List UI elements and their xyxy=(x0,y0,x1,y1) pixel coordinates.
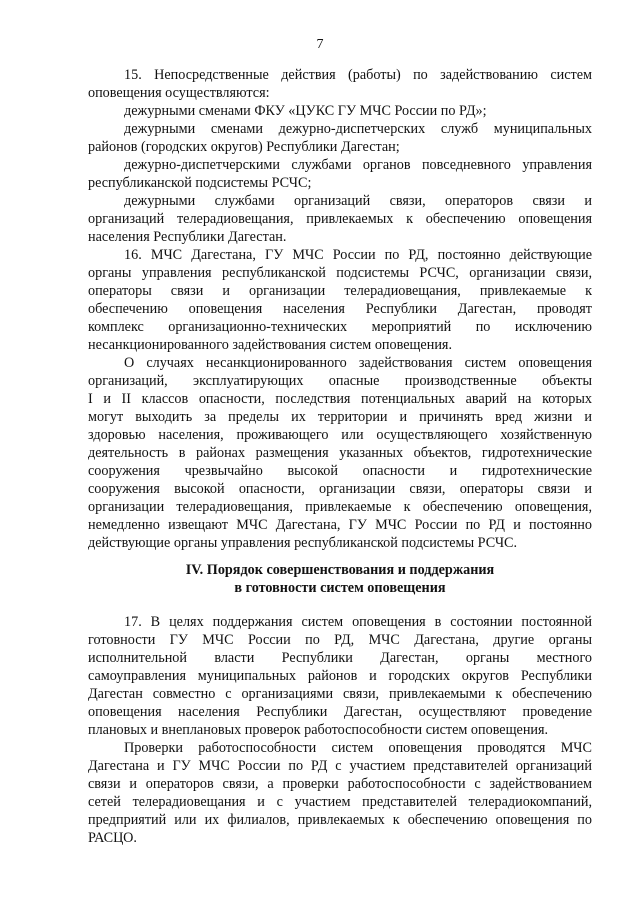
text-line: сооружения чрезвычайно высокой опасности и гидротехнические xyxy=(88,463,592,479)
text-line: районов (городских округов) Республики Дагестан; xyxy=(88,139,400,155)
text-line: организации телерадиовещания, привлекаемые к обеспечению оповещения, xyxy=(88,499,592,515)
text-line: операторы связи и организации телерадиовещания, привлекаемые к xyxy=(88,283,592,299)
text-line: 17. В целях поддержания систем оповещения в состоянии постоянной xyxy=(124,614,592,630)
text-line: дежурными службами организаций связи, операторов связи и xyxy=(124,193,592,209)
text-line: дежурно-диспетчерскими службами органов повседневного управления xyxy=(124,157,592,173)
text-line: I и II классов опасности, последствия потенциальных аварий на которых xyxy=(88,391,592,407)
text-line: РАСЦО. xyxy=(88,830,137,846)
text-line: организаций телерадиовещания, привлекаемых к обеспечению оповещения xyxy=(88,211,592,227)
text-line: оповещения осуществляются: xyxy=(88,85,270,101)
text-line: 16. МЧС Дагестана, ГУ МЧС России по РД, постоянно действующие xyxy=(124,247,592,263)
text-line: сооружения высокой опасности, организации связи, операторы связи и xyxy=(88,481,592,497)
text-line: Дагестан совместно с организациями связи, привлекаемыми к обеспечению xyxy=(88,686,592,702)
text-line: Дагестана и ГУ МЧС России по РД с участием представителей организаций xyxy=(88,758,592,774)
text-line: исполнительной власти Республики Дагестан, органы местного xyxy=(88,650,592,666)
text-line: обеспечению оповещения населения Республики Дагестан, проводят xyxy=(88,301,592,317)
text-line: предприятий или их филиалов, привлекаемых к обеспечению оповещения по xyxy=(88,812,592,828)
text-line: немедленно извещают МЧС Дагестана, ГУ МЧС России по РД и постоянно xyxy=(88,517,592,533)
text-line: органы управления республиканской подсистемы РСЧС, организации связи, xyxy=(88,265,592,281)
text-line: 15. Непосредственные действия (работы) по задействованию систем xyxy=(124,67,592,83)
text-line: дежурными сменами дежурно-диспетчерских служб муниципальных xyxy=(124,121,592,137)
text-line: оповещения населения Республики Дагестан, осуществляют проведение xyxy=(88,704,592,720)
section-heading: IV. Порядок совершенствования и поддержания xyxy=(185,562,495,578)
text-line: комплекс организационно-технических мероприятий по исключению xyxy=(88,319,592,335)
text-line: могут выходить за пределы их территории и причинять вред жизни и xyxy=(88,409,592,425)
text-line: республиканской подсистемы РСЧС; xyxy=(88,175,312,191)
text-line: О случаях несанкционированного задействования систем оповещения xyxy=(124,355,592,371)
text-line: плановых и внеплановых проверок работоспособности систем оповещения. xyxy=(88,722,549,738)
text-line: дежурными сменами ФКУ «ЦУКС ГУ МЧС России по РД»; xyxy=(124,103,487,119)
section-heading: в готовности систем оповещения xyxy=(234,580,446,596)
text-line: действующие органы управления республиканской подсистемы РСЧС. xyxy=(88,535,518,551)
text-line: населения Республики Дагестан. xyxy=(88,229,287,245)
text-line: здоровью населения, проживающего или осуществляющего хозяйственную xyxy=(88,427,592,443)
page-number: 7 xyxy=(316,37,324,52)
text-line: деятельность в районах размещения указанных объектов, гидротехнические xyxy=(88,445,592,461)
text-line: связи и операторов связи, а проверки работоспособности с задействованием xyxy=(88,776,592,792)
text-line: готовности ГУ МЧС России по РД, МЧС Дагестана, другие органы xyxy=(88,632,592,648)
text-line: несанкционированного задействования систем оповещения. xyxy=(88,337,452,353)
text-line: Проверки работоспособности систем оповещения проводятся МЧС xyxy=(124,740,592,756)
text-line: самоуправления муниципальных районов и городских округов Республики xyxy=(88,668,592,684)
text-line: организаций, эксплуатирующих опасные производственные объекты xyxy=(88,373,592,389)
text-line: сетей телерадиовещания и с участием представителей телерадиокомпаний, xyxy=(88,794,592,810)
